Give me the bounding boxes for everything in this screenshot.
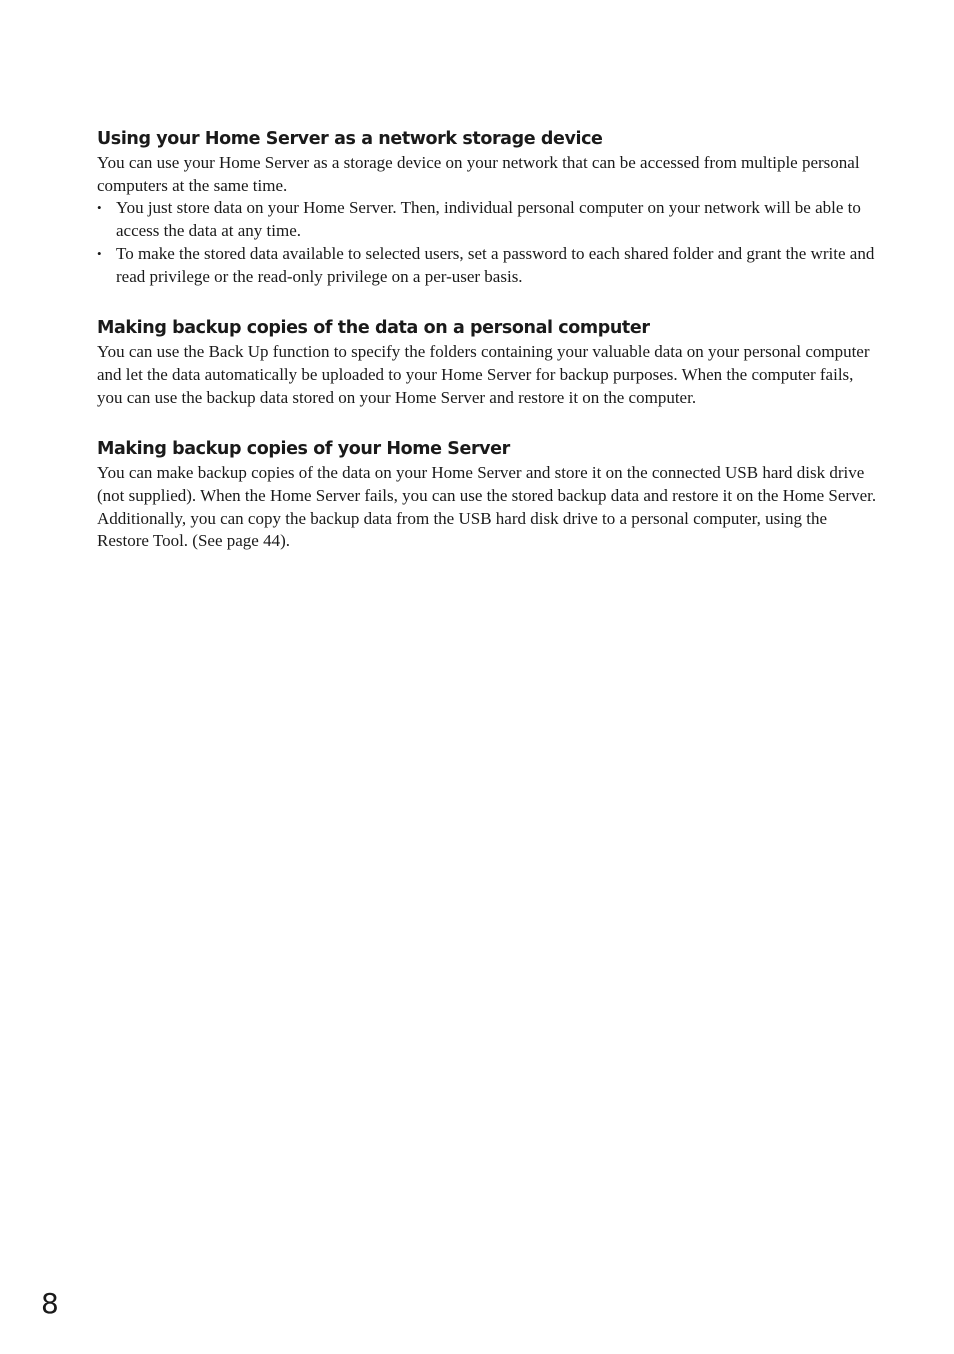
list-item xyxy=(97,243,877,288)
section-paragraph: You can make backup copies of the data on your Home Server and store it on the connected USB hard disk drive (not supplied). When the Home Server fails, you can use the stored backup data and restore it on the Home Server. Additionally, you can copy the backup data from the USB hard disk drive to a personal computer, using the Restore Tool. (See page 44). xyxy=(97,463,877,551)
section-heading: Making backup copies of your Home Server xyxy=(97,439,510,460)
bullet-list xyxy=(97,197,877,288)
section-paragraph: You can use your Home Server as a storage device on your network that can be accessed from multiple personal computers at the same time. xyxy=(97,153,860,195)
page-number: 8 xyxy=(41,1287,59,1320)
section-server-backup xyxy=(97,436,877,553)
bullet-icon: • xyxy=(97,245,102,261)
bullet-icon: • xyxy=(97,200,102,216)
page-content xyxy=(97,126,877,580)
section-network-storage xyxy=(97,126,877,288)
section-heading: Making backup copies of the data on a personal computer xyxy=(97,318,650,339)
section-heading: Using your Home Server as a network storage device xyxy=(97,129,603,149)
section-paragraph: You can use the Back Up function to specify the folders containing your valuable data on your personal computer and let the data automatically be uploaded to your Home Server for backup purposes. When the computer fails, you can use the backup data stored on your Home Server and restore it on the computer. xyxy=(97,342,870,407)
list-item xyxy=(97,197,877,242)
list-item-text: To make the stored data available to selected users, set a password to each shared folder and grant the write and read privilege or the read-only privilege on a per-user basis. xyxy=(116,243,875,286)
list-item-text: You just store data on your Home Server. Then, individual personal computer on your network will be able to access the data at any time. xyxy=(116,198,861,241)
section-pc-backup xyxy=(97,315,877,409)
